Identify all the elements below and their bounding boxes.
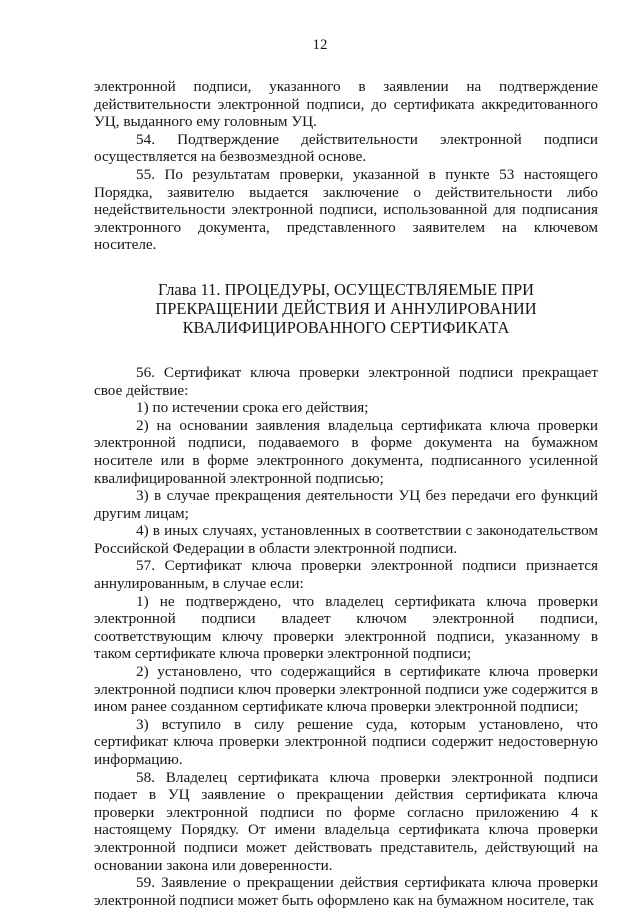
paragraph-continuation: электронной подписи, указанного в заявлении на подтверждение действительности электронной подписи, до сертификата аккредитованного УЦ, выданного ему головным УЦ. — [94, 78, 598, 131]
paragraph-54: 54. Подтверждение действительности электронной подписи осуществляется на безвозмездной основе. — [94, 130, 598, 166]
paragraph-55: 55. По результатам проверки, указанной в пункте 53 настоящего Порядка, заявителю выдается заключение о действительности либо недействительности электронной подписи, использованной для подписания электронного документа, представленного заявителем на ключевом носителе. — [94, 165, 598, 254]
paragraph-57: 57. Сертификат ключа проверки электронной подписи признается аннулированным, в случае если: — [94, 557, 598, 593]
list-item: 1) по истечении срока его действия; — [136, 399, 369, 417]
list-item: 1) не подтверждено, что владелец сертификата ключа проверки электронной подписи владеет ключом электронной подписи, соответствующим ключу проверки электронной подписи, указанному в таком сертификате ключа проверки электронной подписи; — [94, 592, 598, 663]
chapter-heading-line: КВАЛИФИЦИРОВАННОГО СЕРТИФИКАТА — [182, 317, 510, 337]
paragraph-58: 58. Владелец сертификата ключа проверки электронной подписи подает в УЦ заявление о прекращении действия сертификата ключа проверки электронной подписи по форме согласно приложению 4 к настоящему Порядку. От имени владельца сертификата ключа проверки электронной подписи может действовать представитель, действующий на основании закона или доверенности. — [94, 768, 598, 874]
list-item: 3) вступило в силу решение суда, которым установлено, что сертификат ключа проверки электронной подписи содержит недостоверную информацию. — [94, 715, 598, 768]
list-item: 2) на основании заявления владельца сертификата ключа проверки электронной подписи, подаваемого в форме документа на бумажном носителе или в форме электронного документа, подписанного усиленной квалифицированной электронной подписью; — [94, 416, 598, 487]
document-body — [94, 78, 598, 909]
list-item: 2) установлено, что содержащийся в сертификате ключа проверки электронной подписи ключ проверки электронной подписи уже содержится в ином ранее созданном сертификате ключа проверки электронной подписи; — [94, 663, 598, 716]
page-number: 12 — [312, 37, 328, 53]
list-item: 4) в иных случаях, установленных в соответствии с законодательством Российской Федерации в области электронной подписи. — [94, 522, 598, 557]
chapter-heading-line: Глава 11. ПРОЦЕДУРЫ, ОСУЩЕСТВЛЯЕМЫЕ ПРИ — [158, 279, 534, 299]
chapter-heading-line: ПРЕКРАЩЕНИИ ДЕЙСТВИЯ И АННУЛИРОВАНИИ — [155, 298, 537, 318]
list-item: 3) в случае прекращения деятельности УЦ без передачи его функций другим лицам; — [94, 487, 598, 522]
paragraph-59: 59. Заявление о прекращении действия сертификата ключа проверки электронной подписи может быть оформлено как на бумажном носителе, так — [94, 874, 598, 909]
paragraph-56: 56. Сертификат ключа проверки электронной подписи прекращает свое действие: — [94, 363, 598, 399]
chapter-heading — [94, 280, 598, 337]
